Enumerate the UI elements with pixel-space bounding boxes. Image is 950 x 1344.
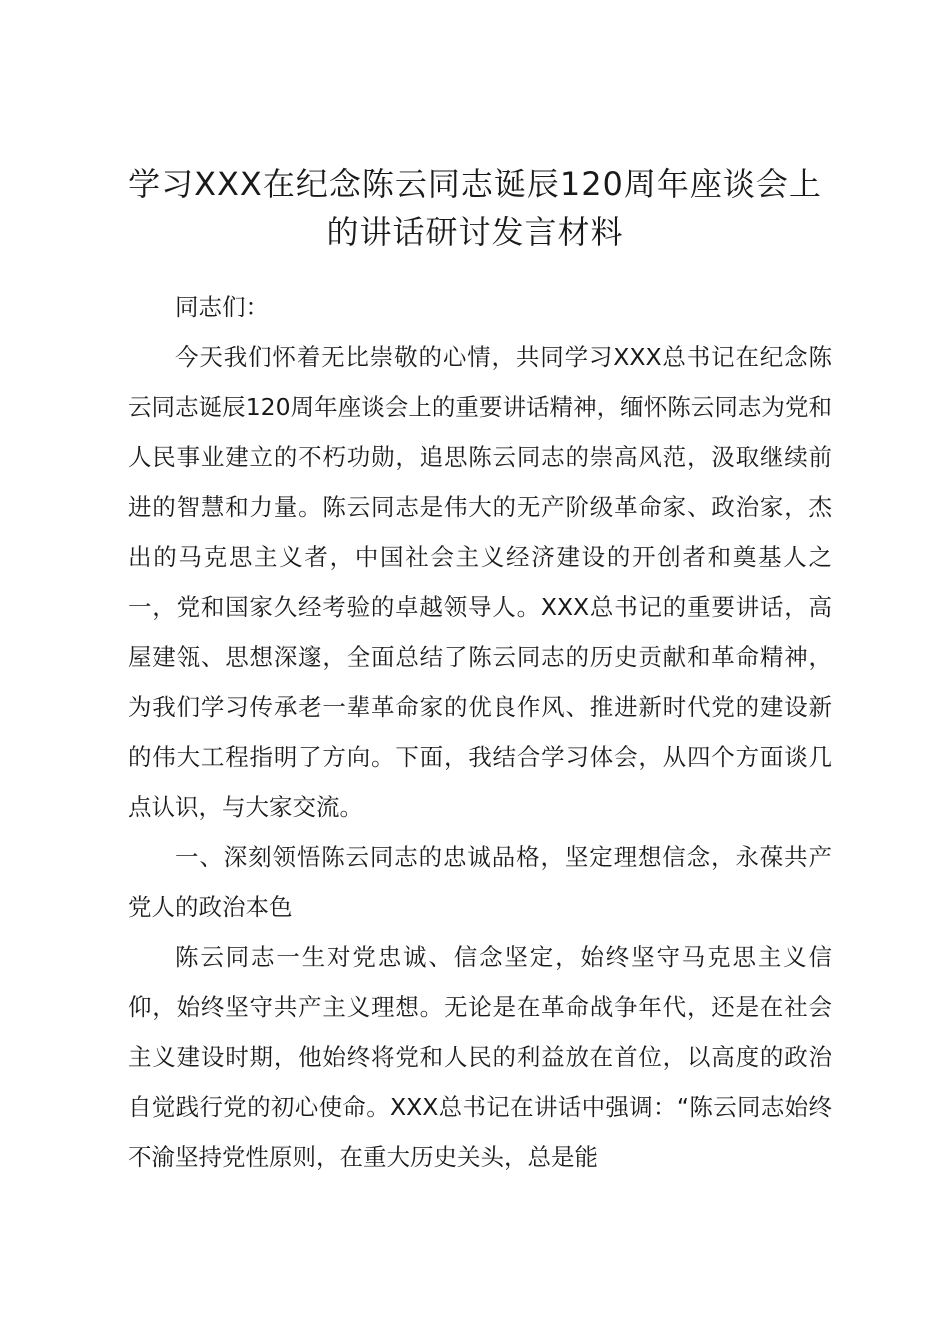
document-body [128, 282, 832, 1182]
intro-paragraph: 今天我们怀着无比崇敬的心情，共同学习XXX总书记在纪念陈云同志诞辰120周年座谈会上的重要讲话精神，缅怀陈云同志为党和人民事业建立的不朽功勋，追思陈云同志的崇高风范，汲取继续前进的智慧和力量。陈云同志是伟大的无产阶级革命家、政治家，杰出的马克思主义者，中国社会主义经济建设的开创者和奠基人之一，党和国家久经考验的卓越领导人。XXX总书记的重要讲话，高屋建瓴、思想深邃，全面总结了陈云同志的历史贡献和革命精神，为我们学习传承老一辈革命家的优良作风、推进新时代党的建设新的伟大工程指明了方向。下面，我结合学习体会，从四个方面谈几点认识，与大家交流。 [128, 343, 832, 821]
section-heading-1: 一、深刻领悟陈云同志的忠诚品格，坚定理想信念，永葆共产党人的政治本色 [128, 843, 832, 921]
section-1-paragraph: 陈云同志一生对党忠诚、信念坚定，始终坚守马克思主义信仰，始终坚守共产主义理想。无论是在革命战争年代，还是在社会主义建设时期，他始终将党和人民的利益放在首位，以高度的政治自觉践行党的初心使命。XXX总书记在讲话中强调：“陈云同志始终不渝坚持党性原则，在重大历史关头，总是能 [128, 943, 832, 1171]
salutation: 同志们： [175, 293, 269, 321]
document-title: 学习XXX在纪念陈云同志诞辰120周年座谈会上的讲话研讨发言材料 [128, 165, 822, 251]
